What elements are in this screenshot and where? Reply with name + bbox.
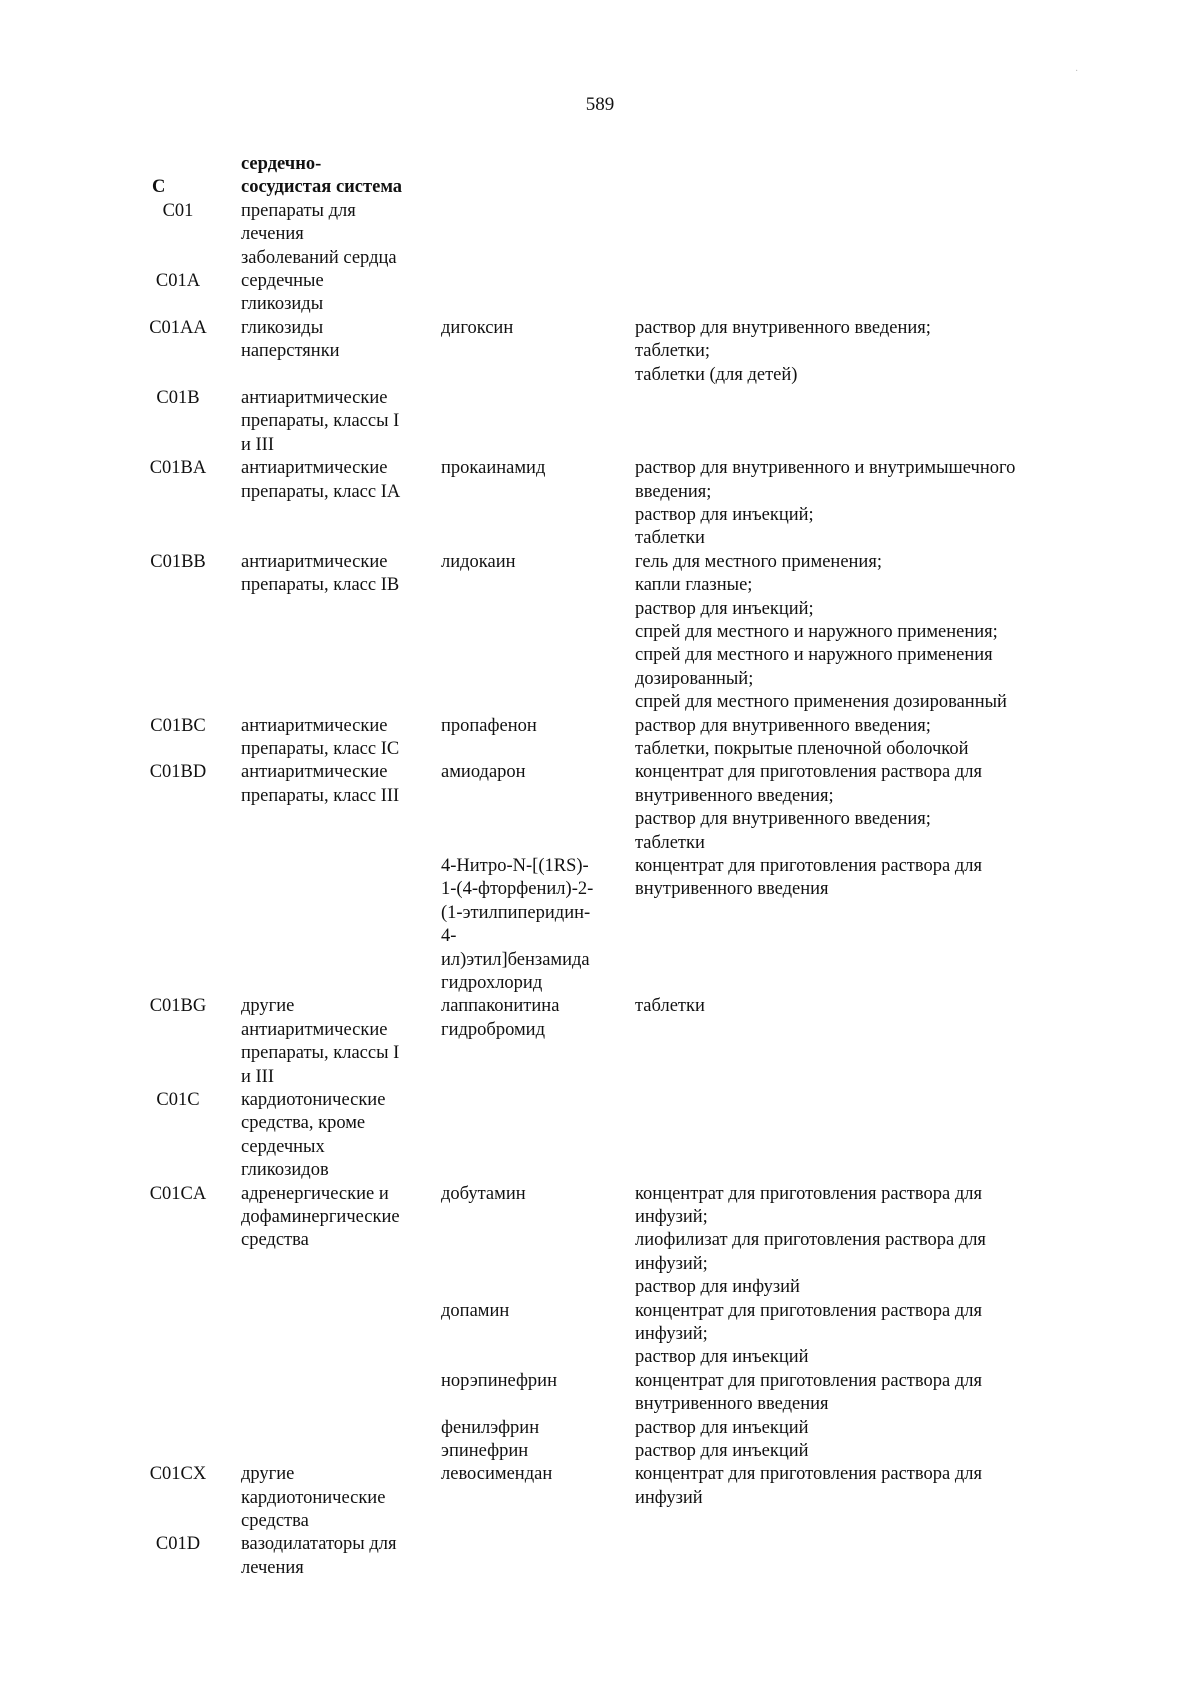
dosage-forms (635, 457, 1095, 551)
dosage-form: спрей для местного применения дозированный (635, 692, 1007, 713)
atc-code: C01CX (149, 1464, 207, 1485)
drug-name: лидокаин (441, 551, 516, 572)
anatomical-therapeutic-group: антиаритмические препараты, класс IC (241, 715, 400, 759)
dosage-form: раствор для внутривенного и внутримышечного введения; (635, 458, 1016, 502)
table-row (0, 1300, 1200, 1370)
corner-mark: · (1075, 66, 1079, 77)
anatomical-therapeutic-group: сердечные гликозиды (241, 270, 324, 315)
atc-table (0, 153, 1200, 1580)
anatomical-therapeutic-group: антиаритмические препараты, класс IA (241, 458, 401, 502)
dosage-form: капли глазные; (635, 575, 753, 596)
dosage-form: таблетки, покрытые пленочной оболочкой (635, 738, 969, 759)
dosage-forms (635, 715, 1095, 762)
dosage-forms (635, 1417, 1095, 1440)
atc-code: C01C (156, 1089, 200, 1110)
drug-name: прокаинамид (441, 458, 546, 479)
anatomical-therapeutic-group: антиаритмические препараты, класс III (241, 762, 400, 806)
drug-name: лаппаконитина гидробромид (441, 996, 560, 1040)
table-row (0, 270, 1200, 317)
table-row (0, 1533, 1200, 1580)
dosage-forms (635, 855, 1095, 902)
dosage-form: раствор для внутривенного введения; (635, 809, 931, 830)
anatomical-therapeutic-group: антиаритмические препараты, классы I и III (241, 387, 400, 455)
drug-name: левосимендан (441, 1464, 553, 1485)
dosage-form: таблетки (для детей) (635, 364, 798, 385)
dosage-form: концентрат для приготовления раствора для инфузий; (635, 1300, 982, 1344)
table-row (0, 387, 1200, 457)
anatomical-therapeutic-group: сердечно- сосудистая система (241, 154, 403, 198)
atc-code: C (152, 177, 166, 198)
table-row (0, 1463, 1200, 1533)
table-row (0, 1440, 1200, 1463)
dosage-form: таблетки (635, 996, 705, 1017)
atc-code: C01A (155, 270, 201, 291)
dosage-forms (635, 1463, 1095, 1510)
dosage-forms (635, 1440, 1095, 1463)
atc-code: C01BD (149, 762, 207, 783)
atc-code: C01CA (149, 1183, 207, 1204)
anatomical-therapeutic-group: другие антиаритмические препараты, классы I и III (241, 996, 400, 1087)
dosage-form: таблетки (635, 832, 705, 853)
dosage-form: концентрат для приготовления раствора для внутривенного введения; (635, 762, 982, 806)
dosage-form: раствор для инфузий (635, 1277, 800, 1298)
table-row (0, 200, 1200, 270)
dosage-forms (635, 1183, 1095, 1300)
drug-name: добутамин (441, 1183, 526, 1204)
drug-name: допамин (441, 1300, 510, 1321)
dosage-form: спрей для местного и наружного применения; (635, 621, 998, 642)
dosage-forms (635, 761, 1095, 855)
dosage-form: раствор для инъекций (635, 1347, 809, 1368)
atc-code: C01B (156, 387, 200, 408)
table-row (0, 715, 1200, 762)
drug-name: 4-Нитро-N-[(1RS)- 1-(4-фторфенил)-2- (1-этилпиперидин- 4- ил)этил]бензамида гидрохлорид (441, 855, 594, 993)
dosage-form: раствор для внутривенного введения; (635, 317, 931, 338)
atc-code: C01AA (149, 317, 207, 338)
table-row (0, 1370, 1200, 1417)
dosage-form: гель для местного применения; (635, 551, 882, 572)
dosage-form: таблетки (635, 528, 705, 549)
anatomical-therapeutic-group: другие кардиотонические средства (241, 1464, 386, 1532)
table-row (0, 551, 1200, 715)
atc-code: C01BG (149, 996, 207, 1017)
dosage-form: раствор для инъекций; (635, 598, 814, 619)
table-row (0, 153, 1200, 200)
dosage-form: спрей для местного и наружного применения дозированный; (635, 645, 993, 689)
atc-code: C01 (162, 200, 194, 221)
dosage-forms (635, 317, 1095, 387)
table-row (0, 995, 1200, 1089)
anatomical-therapeutic-group: препараты для лечения заболеваний сердца (241, 200, 397, 268)
drug-name: дигоксин (441, 317, 514, 338)
drug-name: амиодарон (441, 762, 526, 783)
atc-code: C01BB (150, 551, 206, 572)
dosage-forms (635, 995, 1095, 1018)
dosage-form: концентрат для приготовления раствора для инфузий; (635, 1183, 982, 1227)
drug-name: пропафенон (441, 715, 537, 736)
atc-code: C01D (155, 1534, 201, 1555)
dosage-form: раствор для инъекций; (635, 504, 814, 525)
anatomical-therapeutic-group: вазодилататоры для лечения (241, 1534, 397, 1578)
anatomical-therapeutic-group: адренергические и дофаминергические средства (241, 1183, 400, 1251)
table-row (0, 457, 1200, 551)
dosage-form: концентрат для приготовления раствора для инфузий (635, 1464, 982, 1508)
page-number: 589 (585, 94, 615, 115)
drug-name: эпинефрин (441, 1440, 529, 1461)
dosage-form: таблетки; (635, 341, 711, 362)
dosage-form: лиофилизат для приготовления раствора для инфузий; (635, 1230, 986, 1274)
table-row (0, 317, 1200, 387)
dosage-forms (635, 551, 1095, 715)
table-row (0, 855, 1200, 995)
table-row (0, 1183, 1200, 1300)
anatomical-therapeutic-group: гликозиды наперстянки (241, 317, 340, 362)
drug-name: норэпинефрин (441, 1370, 557, 1391)
dosage-form: концентрат для приготовления раствора для внутривенного введения (635, 855, 982, 900)
dosage-form: раствор для инъекций (635, 1417, 809, 1438)
dosage-forms (635, 1370, 1095, 1417)
dosage-forms (635, 1300, 1095, 1370)
dosage-form: раствор для внутривенного введения; (635, 715, 931, 736)
anatomical-therapeutic-group: антиаритмические препараты, класс IB (241, 551, 400, 596)
table-row (0, 1089, 1200, 1183)
drug-name: фенилэфрин (441, 1417, 540, 1438)
table-row (0, 1417, 1200, 1440)
table-row (0, 761, 1200, 855)
atc-code: C01BC (150, 715, 206, 736)
anatomical-therapeutic-group: кардиотонические средства, кроме сердечных гликозидов (241, 1089, 386, 1181)
dosage-form: раствор для инъекций (635, 1440, 809, 1461)
dosage-form: концентрат для приготовления раствора для внутривенного введения (635, 1370, 982, 1415)
atc-code: C01BA (149, 458, 207, 479)
